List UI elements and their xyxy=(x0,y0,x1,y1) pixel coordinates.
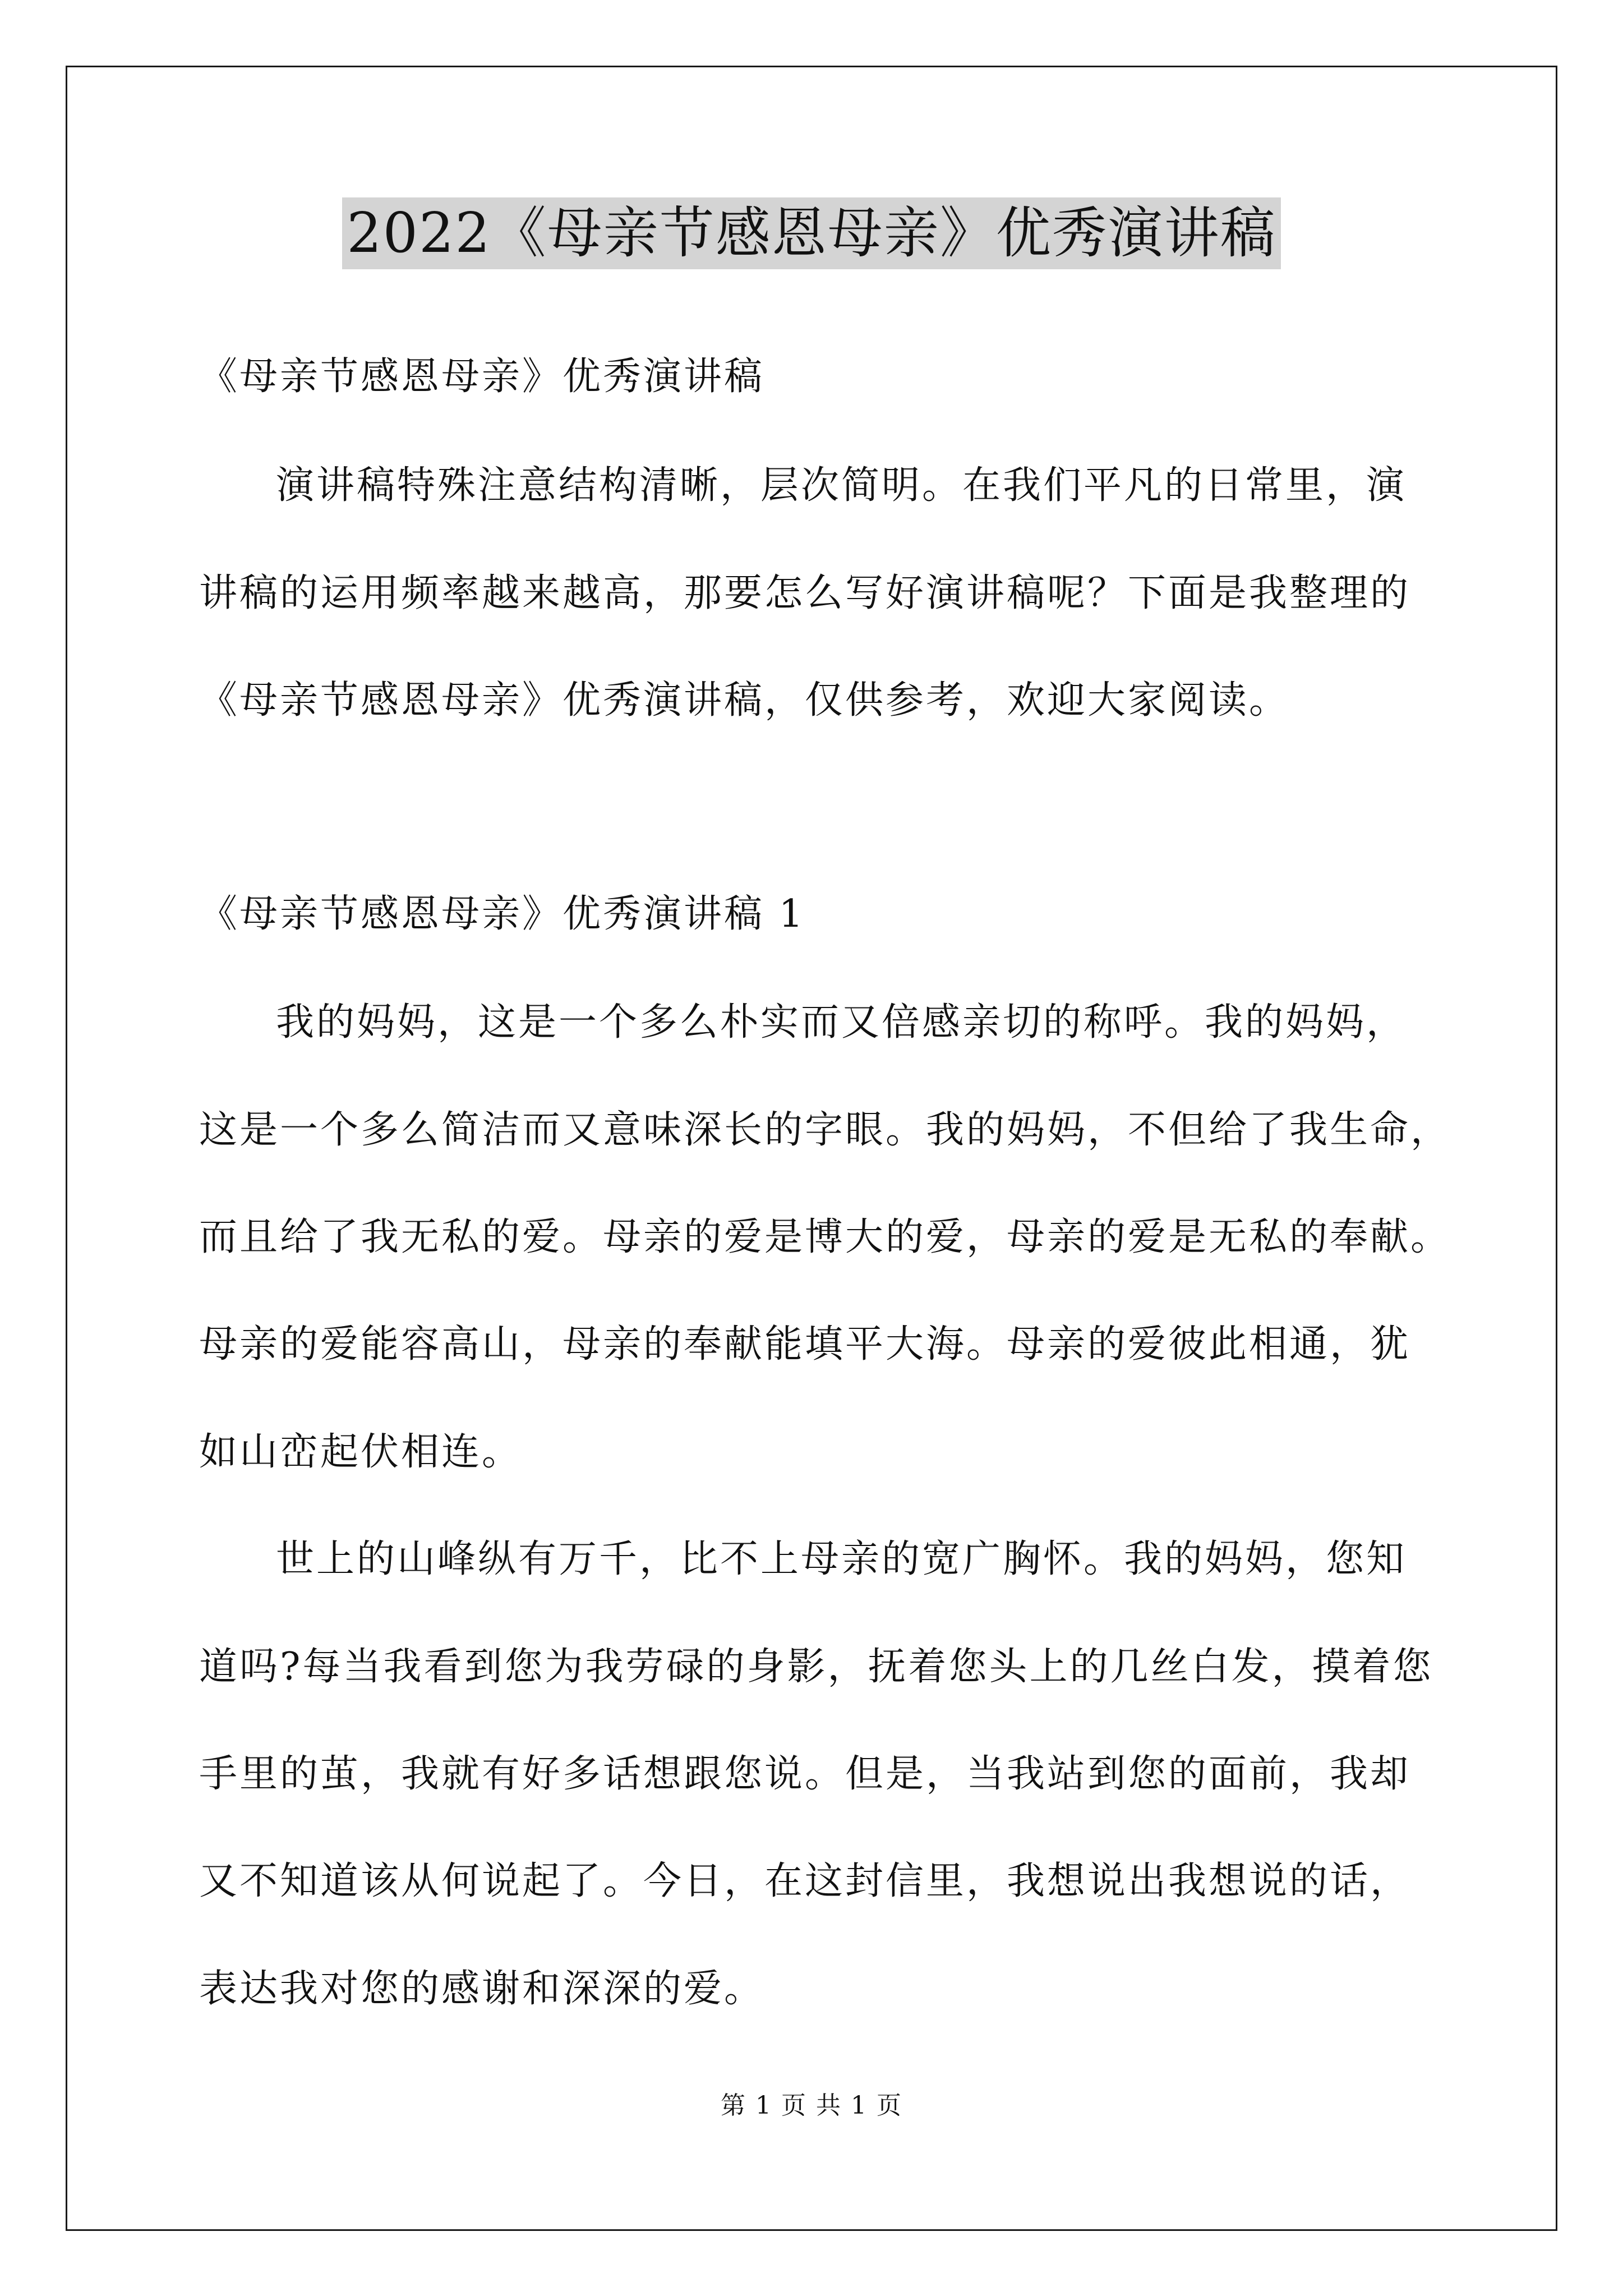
paragraph2-line-2: 道吗?每当我看到您为我劳碌的身影，抚着您头上的几丝白发，摸着您 xyxy=(199,1645,1433,1689)
paragraph2-line-1: 世上的山峰纵有万千，比不上母亲的宽广胸怀。我的妈妈，您知 xyxy=(276,1537,1407,1581)
paragraph1-line-4: 母亲的爱能容高山，母亲的奉献能填平大海。母亲的爱彼此相通，犹 xyxy=(199,1322,1411,1366)
document-title: 2022《母亲节感恩母亲》优秀演讲稿 xyxy=(342,197,1280,269)
section-heading: 《母亲节感恩母亲》优秀演讲稿 1 xyxy=(199,892,805,936)
intro-line-1: 演讲稿特殊注意结构清晰，层次简明。在我们平凡的日常里，演 xyxy=(276,463,1407,508)
paragraph1-line-5: 如山峦起伏相连。 xyxy=(199,1430,523,1474)
paragraph2-line-3: 手里的茧，我就有好多话想跟您说。但是，当我站到您的面前，我却 xyxy=(199,1752,1411,1796)
intro-line-3: 《母亲节感恩母亲》优秀演讲稿，仅供参考，欢迎大家阅读。 xyxy=(199,678,1290,723)
paragraph1-line-3: 而且给了我无私的爱。母亲的爱是博大的爱，母亲的爱是无私的奉献。 xyxy=(199,1215,1451,1259)
paragraph1-line-2: 这是一个多么简洁而又意味深长的字眼。我的妈妈，不但给了我生命， xyxy=(199,1108,1451,1152)
paragraph2-line-4: 又不知道该从何说起了。今日，在这封信里，我想说出我想说的话， xyxy=(199,1859,1411,1903)
paragraph2-line-5: 表达我对您的感谢和深深的爱。 xyxy=(199,1967,765,2011)
intro-line-2: 讲稿的运用频率越来越高，那要怎么写好演讲稿呢？下面是我整理的 xyxy=(199,571,1411,615)
page-footer: 第 1 页 共 1 页 xyxy=(721,2091,902,2120)
title-container xyxy=(0,197,1623,269)
paragraph1-line-1: 我的妈妈，这是一个多么朴实而又倍感亲切的称呼。我的妈妈， xyxy=(276,1000,1407,1045)
subtitle: 《母亲节感恩母亲》优秀演讲稿 xyxy=(199,355,765,399)
